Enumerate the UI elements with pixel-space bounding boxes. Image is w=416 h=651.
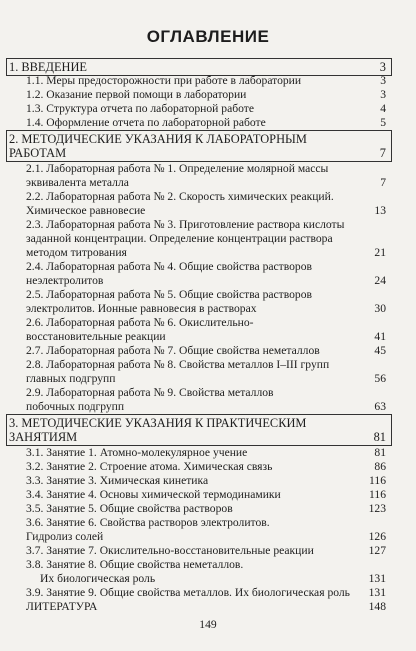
table-of-contents: 1. ВВЕДЕНИЕ 3 1.1. Меры предосторожности при работе в лаборатории 3 1.2. Оказание первой помощи в лаборатории 3 1.3. Структура отчета по лабораторной работе 4 1.4. Оформление отчета по лабораторной работе 5 2. МЕТОДИЧЕСКИЕ УКАЗАНИЯ К ЛАБОРАТОРНЫМ РАБОТАМ 7 2.1. Лабораторная работа № 1. Определение молярной массы эквивалента металла 7 2.2. Лабораторная работа № 2. Скорость химических реакций. Химическое равновесие 13 2.3. Лабораторная работа № 3. Приготовление раствора кислоты заданной концентрации. Определение концентрации раствора методом титрования 21 2.4. Лабораторная работа № 4. Общие свойства растворов неэлектролитов 24 2.5. Лабораторная работа № 5. Общие свойства растворов электролитов. Ионные равновесия в растворах 30 2.6. Лабораторная работа № 6. Окислительно- восстановительные реакции 41 2.7. Лабораторная работа № 7. Общие свойства неметаллов 45 2.8. Лабораторная работа № 8. Свойства металлов I–III групп главных подгрупп 56 2.9. Лабораторная работа № 9. Свойства металлов побочных подгрупп 63 3. МЕТОДИЧЕСКИЕ УКАЗАНИЯ К ПРАКТИЧЕСКИМ ЗАНЯТИЯМ 81 3.1. Занятие 1. Атомно-молекулярное учение 81 3.2. Занятие 2. Строение атома. Химическая связь 86 3.3. Занятие 3. Химическая кинетика 116 3.4. Занятие 4. Основы химической термодинамики 116 3.5. Занятие 5. Общие свойства растворов 123 3.6. Занятие 6. Свойства растворов электролитов. Гидролиз солей 126 3.7. Занятие 7. Окислительно-восстановительные реакции 127 3.8. Занятие 8. Общие свойства неметаллов. Их биологическая роль 131 3.9. Занятие 9. Общие свойства металлов. Их биологическая роль 131 ЛИТЕРАТУРА 148: [0, 0, 416, 651]
page-title: ОГЛАВЛЕНИЕ: [146, 27, 270, 46]
page-number: 149: [199, 618, 217, 631]
